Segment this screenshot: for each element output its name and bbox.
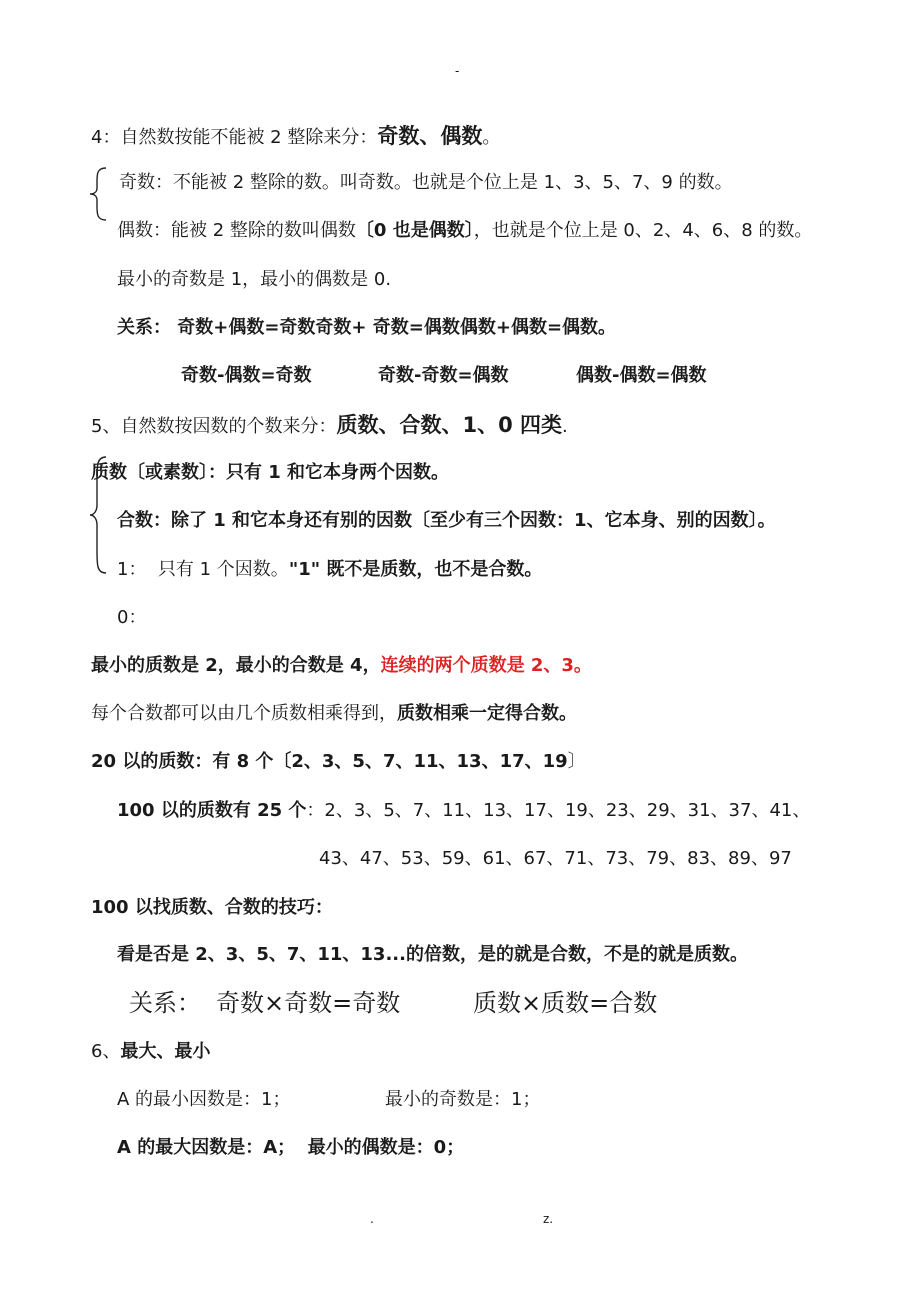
min-even-b: 最小的偶数是：0； [307,1137,465,1158]
min-factor-line: A 的最小因数是：1； [117,1089,291,1110]
min-odd-even: 最小的奇数是 1，最小的偶数是 0. [117,269,392,290]
sec6-title-num: 6、 [91,1041,121,1062]
one-definition-a: 1： [117,559,147,580]
sec6-title [91,1041,210,1063]
prime-relation-prime: 质数×质数=合数 [473,989,658,1017]
min-odd-line: 最小的奇数是：1； [385,1089,541,1110]
sec4-brace-icon [88,166,110,222]
odd-definition: 奇数：不能被 2 整除的数。叫奇数。也就是个位上是 1、3、5、7、9 的数。 [119,172,733,193]
one-definition [117,559,542,581]
prime-relation-label: 关系： [129,989,201,1017]
composite-product-note [91,703,577,725]
sec5-intro-end: . [562,416,568,437]
primes-under-20-a: 20 以的质数：有 8 个〔2、3、5、7、11、13、17、19 [91,751,568,772]
max-factor-line [117,1137,464,1159]
sec4-intro-end: 。 [482,127,501,148]
min-prime-composite-a: 最小的质数是 2，最小的合数是 4， [91,655,381,676]
parity-relation-1: 关系： 奇数+偶数=奇数奇数+ 奇数=偶数偶数+偶数=偶数。 [117,317,617,338]
even-definition-a: 偶数：能被 2 整除的数叫偶数 [117,220,356,241]
parity-relation-2a: 奇数-偶数=奇数 [181,365,312,386]
primes-under-100-cont: 43、47、53、59、61、67、71、73、79、83、89、97 [319,848,792,869]
sec4-intro [91,124,500,149]
sec6-title-text: 最大、最小 [120,1041,211,1062]
primes-under-100-b: ：2、3、5、7、11、13、17、19、23、29、31、37、41、 [306,800,811,821]
zero-definition: 0： [117,607,147,628]
sec5-intro-text: 5、自然数按因数的个数来分： [91,416,337,437]
primes-under-20-b: 〕 [567,751,586,772]
one-definition-c: "1" 既不是质数，也不是合数。 [288,559,543,580]
sec4-intro-text: 4：自然数按能不能被 2 整除来分： [91,127,378,148]
even-definition-b: 〔0 也是偶数〕 [355,220,474,241]
primes-under-100 [117,800,810,822]
primes-under-20 [91,751,586,773]
footer-right-mark: z. [543,1212,554,1226]
header-mark: - [455,64,460,78]
sec5-intro [91,413,568,438]
parity-relation-2b: 奇数-奇数=偶数 [378,365,509,386]
sec4-intro-bold: 奇数、偶数 [377,124,483,148]
tips-title: 100 以找质数、合数的技巧： [91,897,333,918]
prime-relation-odd: 奇数×奇数=奇数 [216,989,401,1017]
composite-definition: 合数：除了 1 和它本身还有别的因数〔至少有三个因数：1、它本身、别的因数〕。 [117,510,776,531]
parity-relation-2c: 偶数-偶数=偶数 [576,365,707,386]
prime-definition: 质数〔或素数〕：只有 1 和它本身两个因数。 [91,462,450,483]
composite-product-b: 质数相乘一定得合数。 [397,703,577,724]
footer-left-mark: . [370,1212,374,1226]
sec5-intro-bold: 质数、合数、1、0 四类 [336,413,562,437]
composite-product-a: 每个合数都可以由几个质数相乘得到， [91,703,397,724]
one-definition-b: 只有 1 个因数。 [157,559,289,580]
max-factor-a: A 的最大因数是：A； [117,1137,296,1158]
even-definition-c: ，也就是个位上是 0、2、4、6、8 的数。 [473,220,813,241]
min-prime-composite [91,655,592,677]
even-definition [117,220,812,242]
tips-body: 看是否是 2、3、5、7、11、13...的倍数，是的就是合数，不是的就是质数。 [117,944,748,965]
consecutive-primes: 连续的两个质数是 2、3。 [380,655,592,676]
primes-under-100-a: 100 以的质数有 25 个 [117,800,307,821]
